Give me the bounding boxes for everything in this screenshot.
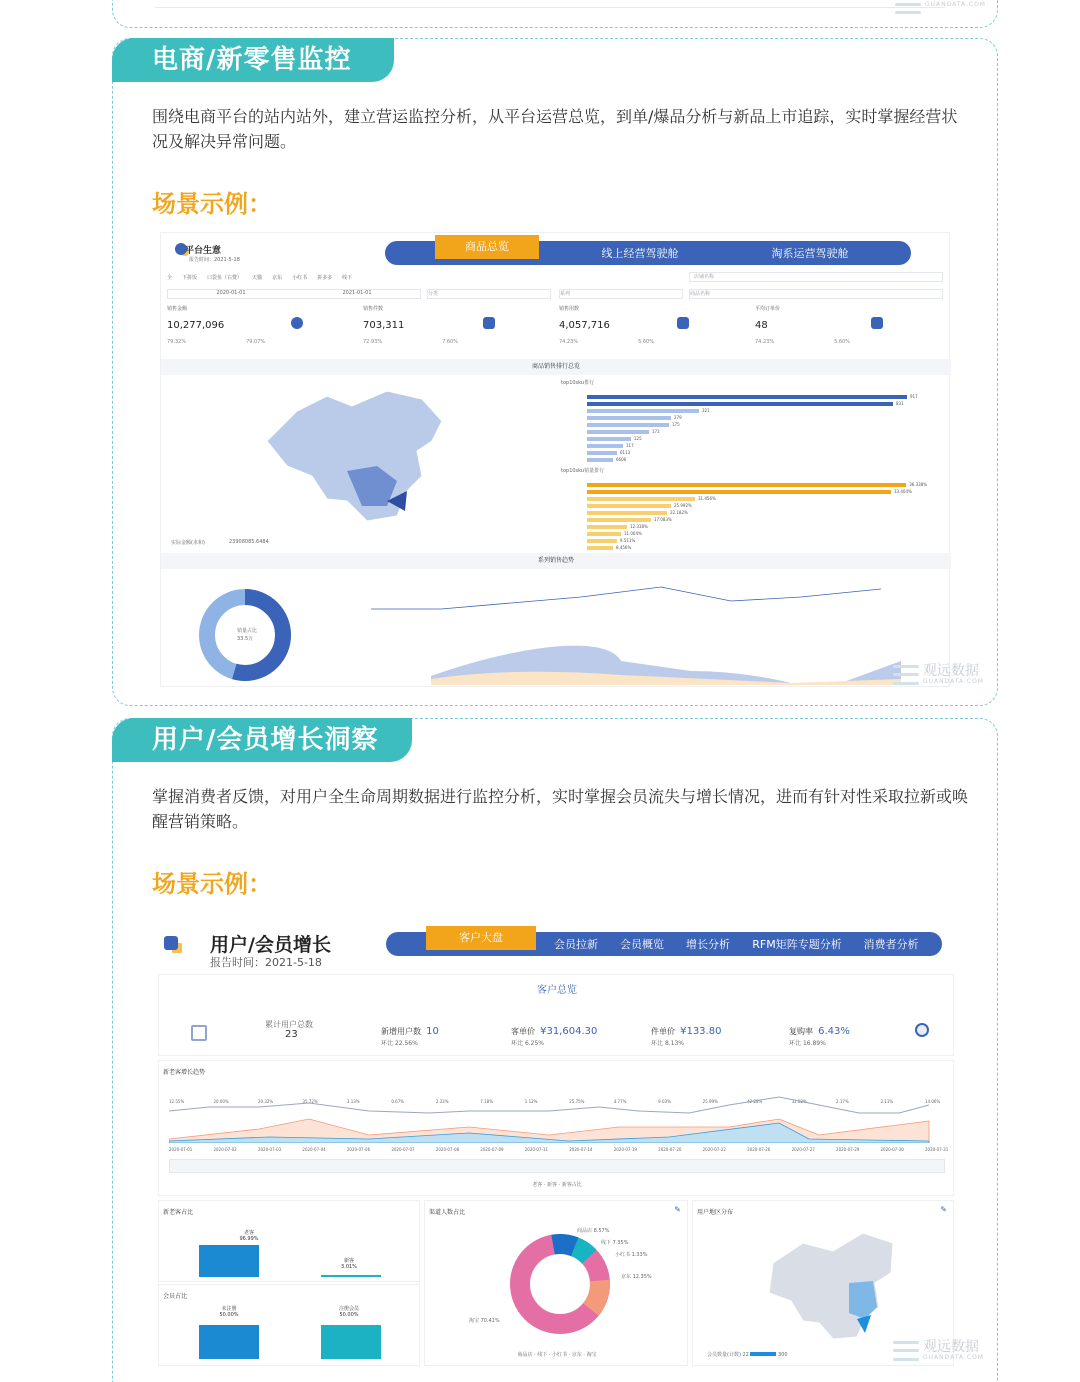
axis-label: 2020-07-14 <box>569 1147 593 1152</box>
sku-bar-value: 31.456% <box>698 496 716 501</box>
axis-label: 14.06% <box>925 1099 941 1104</box>
sku-bar-row <box>587 414 927 421</box>
sku-bar-row <box>587 456 927 463</box>
axis-label: 20.32% <box>257 1099 274 1104</box>
axis-label: 2.17% <box>836 1099 849 1104</box>
axis-label: 2020-07-26 <box>747 1147 771 1152</box>
axis-label: 2020-07-11 <box>524 1147 548 1152</box>
unregistered-label: 未注册 50.00% <box>219 1306 239 1318</box>
sku-bar-value: 22.182% <box>670 510 688 515</box>
section2-scene-label: 场景示例： <box>152 870 272 898</box>
sku-bar <box>587 409 699 413</box>
axis-label: 32.82% <box>791 1099 807 1104</box>
sku-bar <box>587 423 669 427</box>
sku-bar <box>587 490 891 494</box>
trend-title: 新老客增长趋势 <box>163 1069 206 1076</box>
channel-label-offline: 线下 7.35% <box>601 1240 629 1246</box>
map-legend-label: 实际金额(求和) <box>171 540 205 546</box>
shirt-icon <box>677 317 689 329</box>
section1-title: 电商/新零售监控 <box>112 38 394 82</box>
series-area-chart <box>361 631 931 685</box>
region-distribution-panel: 用户地区分布 ✎ 会员数量(计数) 22 300 <box>692 1200 954 1366</box>
axis-label: 2020-07-09 <box>480 1147 504 1152</box>
kpi-sales-amount: 销售金额 10,277,096 79.32% 79.07% <box>167 305 357 357</box>
old-customer-bar <box>199 1245 259 1277</box>
metric-repurchase-rate: 复购率 6.43% 环比 16.89% <box>789 1026 850 1047</box>
top-sku-title: top10sku排行 <box>561 380 595 386</box>
watermark-top <box>895 0 986 14</box>
new-old-trend-chart <box>169 1091 945 1143</box>
axis-label: 35.72% <box>302 1099 318 1104</box>
sku-bar-row <box>587 481 927 488</box>
tab-member-acquisition[interactable]: 会员拉新 <box>554 938 598 951</box>
tab-taobao-cockpit[interactable]: 淘系运营驾驶舱 <box>771 247 849 260</box>
axis-label: 2020-07-29 <box>836 1147 860 1152</box>
channel-label-redbook: 小红书 1.33% <box>615 1252 648 1258</box>
channel-legend: 商品店 · 线下 · 小红书 · 京东 · 淘宝 <box>517 1352 597 1358</box>
china-map-1 <box>257 381 457 531</box>
sku-bar-row <box>587 435 927 442</box>
axis-label: 9.03% <box>658 1099 671 1104</box>
coin-icon <box>291 317 303 329</box>
sku-bar-row <box>587 537 927 544</box>
axis-label: 2.11% <box>880 1099 894 1104</box>
sku-bar-row <box>587 442 927 449</box>
watermark-section1: 观远数据 GUANDATA.COM <box>893 664 984 685</box>
sku-bar-value: 279 <box>674 415 682 420</box>
section2-title: 用户/会员增长洞察 <box>112 718 412 762</box>
sku-bar-value: 6606 <box>616 457 627 462</box>
tab-rfm-analysis[interactable]: RFM矩阵专题分析 <box>752 938 842 951</box>
sku-bar <box>587 451 617 455</box>
dashboard2-report-date: 报告时间：2021-5-18 <box>210 956 322 969</box>
axis-label: 2020-07-19 <box>613 1147 637 1152</box>
trend-panel <box>158 1060 954 1196</box>
sku-bar <box>587 402 893 406</box>
top-sku-sales-title: top10sku销量排行 <box>561 468 605 474</box>
sku-bar <box>587 483 906 487</box>
top-sku-bars <box>587 393 927 463</box>
metric-unit-price: 件单价 ¥133.80 环比 8.13% <box>651 1026 722 1047</box>
donut-center-value: 33.5万 <box>237 636 254 642</box>
sku-bar-row <box>587 544 927 551</box>
sku-bar-value: 831 <box>896 401 904 406</box>
trend-date-axis <box>159 1147 955 1157</box>
category-select[interactable]: 分类 <box>427 289 551 299</box>
sku-bar-row <box>587 449 927 456</box>
sku-bar-value: 12.338% <box>630 524 648 529</box>
sku-bar-value: 172 <box>652 429 660 434</box>
tab-growth-analysis[interactable]: 增长分析 <box>686 938 730 951</box>
sku-bar <box>587 444 623 448</box>
section2-description: 掌握消费者反馈，对用户全生命周期数据进行监控分析，实时掌握会员流失与增长情况，进而有针对性采取拉新或唤醒营销策略。 <box>152 787 969 831</box>
date-range-picker[interactable]: 2020-01-01 2021-01-01 <box>167 289 421 299</box>
tag-icon <box>871 317 883 329</box>
target-icon[interactable] <box>915 1023 929 1037</box>
sku-bar-row <box>587 516 927 523</box>
axis-label: 2020-07-30 <box>880 1147 904 1152</box>
sku-bar-value: 6113 <box>620 450 631 455</box>
guandata-logo-icon <box>895 0 921 14</box>
axis-label: 2020-07-27 <box>791 1147 815 1152</box>
sku-bar-row <box>587 428 927 435</box>
sku-bar <box>587 458 613 462</box>
guandata-logo-icon <box>893 1341 919 1361</box>
filter-all[interactable]: 全 <box>167 275 173 281</box>
filter-option[interactable]: 京东 <box>272 275 283 281</box>
tab-product-overview[interactable]: 商品总览 <box>435 235 539 259</box>
dashboard1-title: 平台生意 <box>185 246 222 256</box>
axis-label: 2020-07-20 <box>658 1147 682 1152</box>
series-select[interactable]: 系列 <box>559 289 683 299</box>
trend-legend: 老客 · 新客 · 新客占比 <box>532 1182 582 1188</box>
channel-filter-row <box>167 274 352 281</box>
new-old-ratio-panel: 新老客占比 老客 96.99% 新客 3.01% <box>158 1200 420 1282</box>
axis-label: 2020-07-22 <box>702 1147 726 1152</box>
axis-label: 7.18% <box>480 1099 493 1104</box>
channel-label-taobao: 淘宝 70.41% <box>469 1318 500 1324</box>
new-customer-bar <box>321 1275 381 1277</box>
donut-center-label: 销量占比 <box>237 628 258 634</box>
kpi-avg-order: 平均订单价 48 74.23% 5.60% <box>755 305 945 357</box>
sku-bar-value: 25.992% <box>674 503 692 508</box>
sku-bar-row <box>587 407 927 414</box>
sku-bar-row <box>587 495 927 502</box>
axis-label: 25.99% <box>702 1099 718 1104</box>
axis-label: 2020-07-06 <box>346 1147 371 1152</box>
axis-label: 2.33% <box>435 1099 449 1104</box>
axis-label: 0.67% <box>391 1099 405 1104</box>
sku-bar <box>587 504 671 508</box>
sku-bar-value: 321 <box>702 408 710 413</box>
kpi-sales-count: 销售件数 703,311 72.93% 7.60% <box>363 305 553 357</box>
section1-scene-label: 场景示例： <box>152 190 272 218</box>
sku-bar-row <box>587 523 927 530</box>
sku-bar <box>587 416 671 420</box>
axis-label: 25.75% <box>569 1099 585 1104</box>
axis-label: 20.00% <box>213 1099 229 1104</box>
sku-bar-row <box>587 400 927 407</box>
member-ratio-panel: 会员占比 未注册 50.00% 注册会员 50.00% <box>158 1284 420 1366</box>
dashboard2 <box>158 918 954 1368</box>
watermark-domain: GUANDATA.COM <box>925 0 986 8</box>
axis-label: 2020-07-07 <box>391 1147 415 1152</box>
sku-bar-value: 9.511% <box>620 538 636 543</box>
puzzle-icon <box>483 317 495 329</box>
sku-bar-value: 33.404% <box>894 489 912 494</box>
sku-bar-row <box>587 509 927 516</box>
sku-bar-value: 8.456% <box>616 545 632 550</box>
filter-option[interactable]: 口袋鱼（右赞） <box>207 275 243 281</box>
tab-consumer-analysis[interactable]: 消费者分析 <box>863 938 919 951</box>
store-filter[interactable]: 店铺名称 <box>689 272 943 282</box>
sku-bar <box>587 525 627 529</box>
sku-bar-value: 117 <box>626 443 634 448</box>
axis-label: 2020-07-03 <box>257 1147 282 1152</box>
building-icon <box>191 1025 207 1041</box>
filter-option[interactable]: 下拼饭 <box>182 275 198 281</box>
registered-label: 注册会员 50.00% <box>338 1306 359 1318</box>
overview-header: 客户总览 <box>537 985 577 996</box>
previous-screenshot-edge <box>155 0 945 8</box>
filter-option[interactable]: 线下 <box>342 275 353 281</box>
axis-label: 2020-07-01 <box>169 1147 193 1152</box>
dashboard2-title: 用户/会员增长 <box>210 934 331 956</box>
region-legend-label: 会员数量(计数) 22 300 <box>707 1352 788 1358</box>
sku-bar <box>587 497 695 501</box>
dashboard2-tabbar <box>386 932 942 956</box>
new-customer-label: 新客 3.01% <box>341 1258 357 1270</box>
sku-bar-row <box>587 421 927 428</box>
axis-label: 1.12% <box>524 1099 538 1104</box>
sku-bar-row <box>587 502 927 509</box>
sku-bar <box>587 511 667 515</box>
trend-range-slider[interactable] <box>169 1159 945 1173</box>
sku-bar-row <box>587 393 927 400</box>
edit-icon[interactable]: ✎ <box>940 1205 947 1214</box>
sku-bar <box>587 518 651 522</box>
filter-option[interactable]: 拼多多 <box>317 275 333 281</box>
axis-label: 42.28% <box>747 1099 763 1104</box>
sku-bar-value: 11.004% <box>624 531 642 536</box>
channel-ratio-panel: 渠道人数占比 ✎ 京东 12.35% 商品店 8.57% 线下 7.35% 小红书 1.33% 淘宝 70.41% 商品店 · 线下 · 小红书 · 京东 · 淘宝 <box>424 1200 688 1366</box>
tab-online-cockpit[interactable]: 线上经营驾驶舱 <box>601 247 679 260</box>
sku-bar-row <box>587 488 927 495</box>
sku-bar-value: 125 <box>634 436 642 441</box>
metric-new-users: 新增用户数 10 环比 22.56% <box>381 1026 439 1047</box>
axis-label: 2020-07-08 <box>435 1147 460 1152</box>
product-select[interactable]: 商品名称 <box>689 289 943 299</box>
total-users-label: 累计用户总数 <box>265 1020 313 1029</box>
tab-member-overview[interactable]: 会员概览 <box>620 938 664 951</box>
ranking-header: 商品销售排行总览 <box>161 359 951 375</box>
old-customer-label: 老客 96.99% <box>239 1230 259 1242</box>
registered-bar <box>321 1325 381 1359</box>
axis-label: 4.77% <box>613 1099 627 1104</box>
channel-label-jd: 京东 12.35% <box>621 1274 652 1280</box>
watermark-section2: 观远数据 GUANDATA.COM <box>893 1340 984 1361</box>
axis-label: 3.13% <box>346 1099 360 1104</box>
sku-bar <box>587 437 631 441</box>
map-legend-max: 23908085.6484 <box>229 539 269 545</box>
sku-bar-value: 175 <box>672 422 680 427</box>
series-trend-chart <box>361 579 931 619</box>
sku-bar-value: 917 <box>910 394 918 399</box>
total-users-value: 23 <box>285 1029 298 1040</box>
filter-option[interactable]: 天猫 <box>252 275 263 281</box>
dashboard1 <box>160 232 950 687</box>
sku-bar <box>587 430 649 434</box>
axis-label: 2020-07-02 <box>213 1147 237 1152</box>
edit-icon[interactable]: ✎ <box>674 1205 681 1214</box>
tab-customer-overview[interactable]: 客户大盘 <box>426 926 536 950</box>
sku-bar <box>587 395 907 399</box>
sku-bar-value: 17.083% <box>654 517 672 522</box>
sku-bar <box>587 532 621 536</box>
axis-label: 2020-07-04 <box>302 1147 326 1152</box>
guandata-logo-icon <box>893 665 919 685</box>
dashboard1-report-date: 报告时间：2021-5-18 <box>189 257 240 263</box>
sku-bar <box>587 546 613 550</box>
kpi-sales-users: 销售用数 4,057,716 74.23% 5.60% <box>559 305 749 357</box>
section1-description: 围绕电商平台的站内站外，建立营运监控分析，从平台运营总览，到单/爆品分析与新品上市追踪，实时掌握经营状况及解决异常问题。 <box>152 107 958 151</box>
series-trend-header: 系列销售趋势 <box>161 553 951 569</box>
dashboard2-logo-icon <box>164 936 178 950</box>
channel-donut-chart <box>505 1229 615 1339</box>
unregistered-bar <box>199 1325 259 1359</box>
sku-bar-value: 36.338% <box>909 482 927 487</box>
top-sku-sales-bars <box>587 481 927 551</box>
metric-avg-order: 客单价 ¥31,604.30 环比 6.25% <box>511 1026 598 1047</box>
channel-label-store: 商品店 8.57% <box>577 1228 610 1234</box>
filter-option[interactable]: 小红书 <box>292 275 308 281</box>
china-map-2 <box>753 1223 903 1343</box>
customer-overview-panel <box>158 974 954 1056</box>
axis-label: 2020-07-31 <box>925 1147 949 1152</box>
dashboard1-tabbar <box>385 241 911 265</box>
sku-bar-row <box>587 530 927 537</box>
sku-bar <box>587 539 617 543</box>
axis-label: 12.55% <box>169 1099 185 1104</box>
